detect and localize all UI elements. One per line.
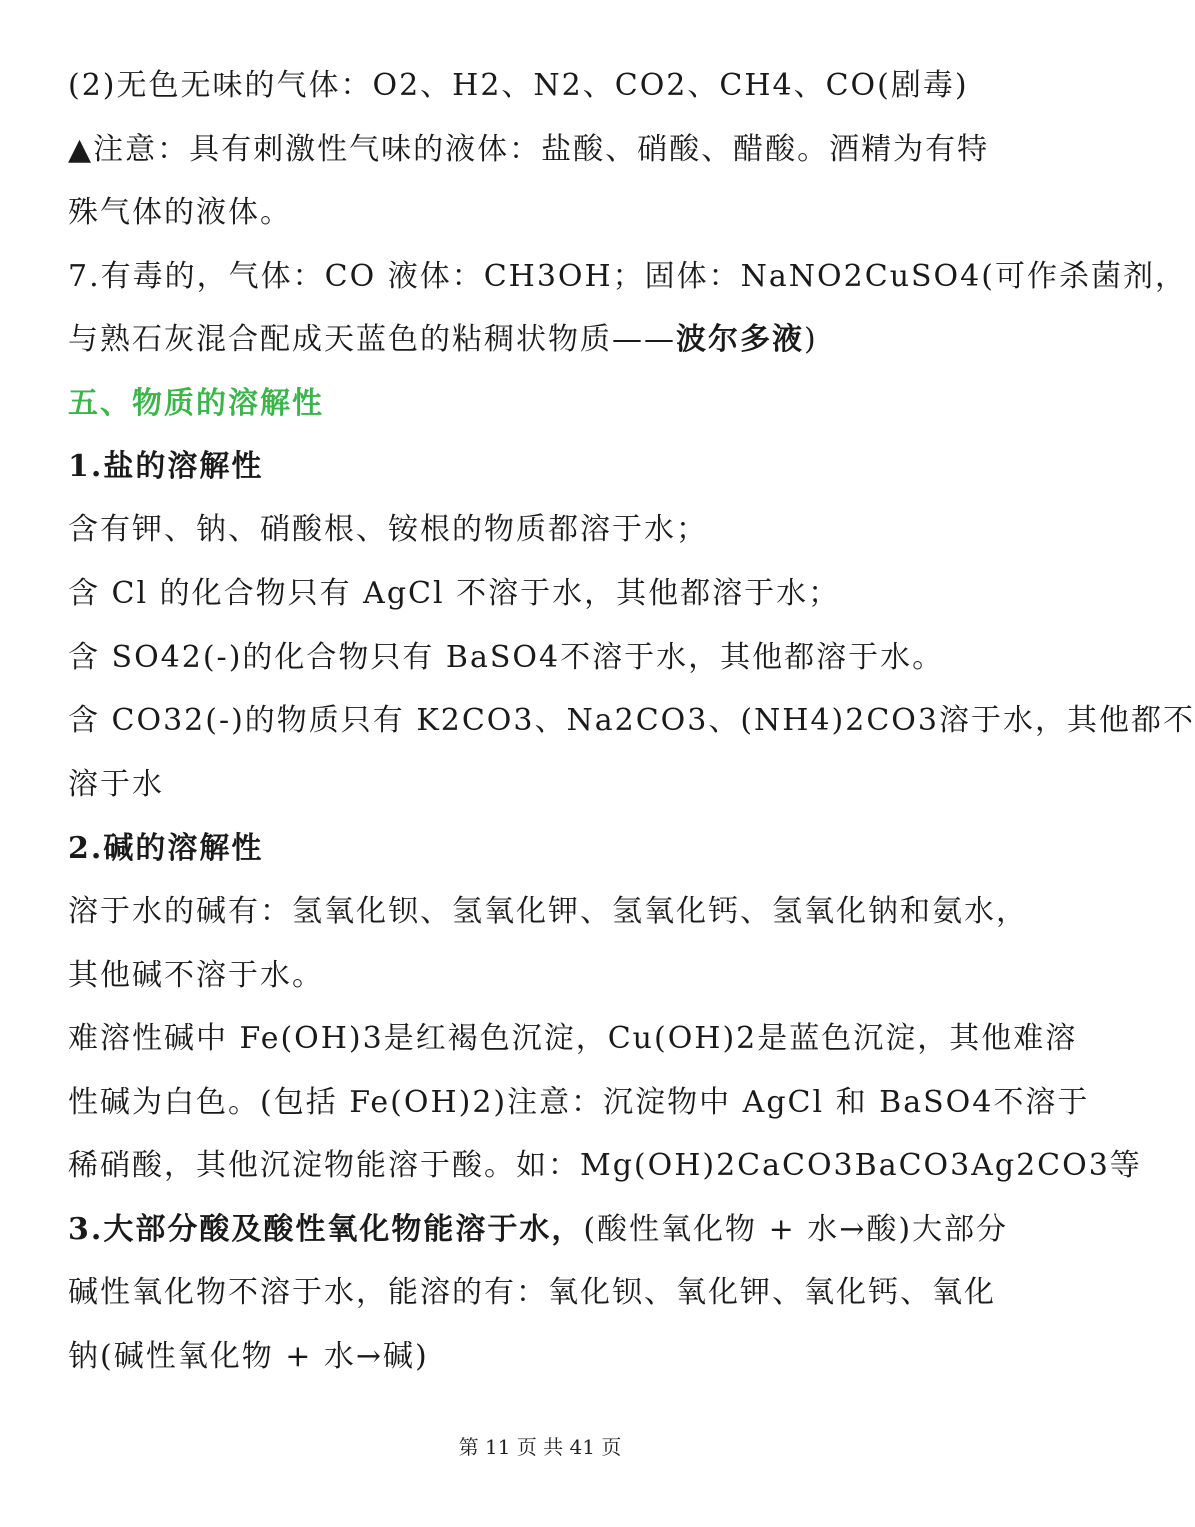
- line-soluble-ions: 含有钾、钠、硝酸根、铵根的物质都溶于水；: [68, 512, 708, 547]
- section-heading: 五、物质的溶解性: [68, 386, 324, 421]
- heading-salt-solubility: 1.盐的溶解性: [68, 449, 264, 484]
- line-basic-oxides: 碱性氧化物不溶于水，能溶的有：氧化钡、氧化钾、氧化钙、氧化: [68, 1275, 996, 1310]
- line-attention-note: ▲注意：具有刺激性气味的液体：盐酸、硝酸、醋酸。酒精为有特: [68, 132, 990, 167]
- acid-oxides-text: (酸性氧化物 + 水→酸)大部分: [583, 1212, 1009, 1247]
- line-carbonate: 含 CO32(-)的物质只有 K2CO3、Na2CO3、(NH4)2CO3溶于水，其他都不: [68, 703, 1195, 738]
- bordeaux-term: 波尔多液: [676, 322, 804, 357]
- line-precipitates: 稀硝酸，其他沉淀物能溶于酸。如：Mg(OH)2CaCO3BaCO3Ag2CO3等: [68, 1148, 1142, 1183]
- acid-oxides-heading: 3.大部分酸及酸性氧化物能溶于水，: [68, 1212, 584, 1247]
- bordeaux-close: ): [804, 322, 818, 357]
- heading-base-solubility: 2.碱的溶解性: [68, 831, 264, 866]
- line-insoluble-bases-cont: 性碱为白色。(包括 Fe(OH)2)注意：沉淀物中 AgCl 和 BaSO4不溶于: [68, 1085, 1090, 1120]
- line-soluble-bases: 溶于水的碱有：氢氧化钡、氢氧化钾、氢氧化钙、氢氧化钠和氨水，: [68, 894, 1028, 929]
- line-acid-oxides: [68, 1210, 1030, 1250]
- line-sulfate: 含 SO42(-)的化合物只有 BaSO4不溶于水，其他都溶于水。: [68, 640, 945, 675]
- line-attention-note-cont: 殊气体的液体。: [68, 195, 292, 230]
- bordeaux-text: 与熟石灰混合配成天蓝色的粘稠状物质——: [68, 322, 676, 357]
- page-number: 第 11 页 共 41 页: [458, 1435, 622, 1459]
- line-insoluble-bases: 难溶性碱中 Fe(OH)3是红褐色沉淀，Cu(OH)2是蓝色沉淀，其他难溶: [68, 1021, 1078, 1056]
- line-carbonate-cont: 溶于水: [68, 767, 164, 802]
- line-colorless-gases: (2)无色无味的气体：O2、H2、N2、CO2、CH4、CO(剧毒): [68, 68, 969, 103]
- line-toxic-substances: 7.有毒的，气体：CO 液体：CH3OH；固体：NaNO2CuSO4(可作杀菌剂，: [68, 259, 1187, 294]
- line-chloride: 含 Cl 的化合物只有 AgCl 不溶于水，其他都溶于水；: [68, 576, 841, 611]
- line-basic-oxides-cont: 钠(碱性氧化物 + 水→碱): [68, 1339, 429, 1374]
- line-soluble-bases-cont: 其他碱不溶于水。: [68, 958, 324, 993]
- line-bordeaux-mixture: [68, 320, 1030, 360]
